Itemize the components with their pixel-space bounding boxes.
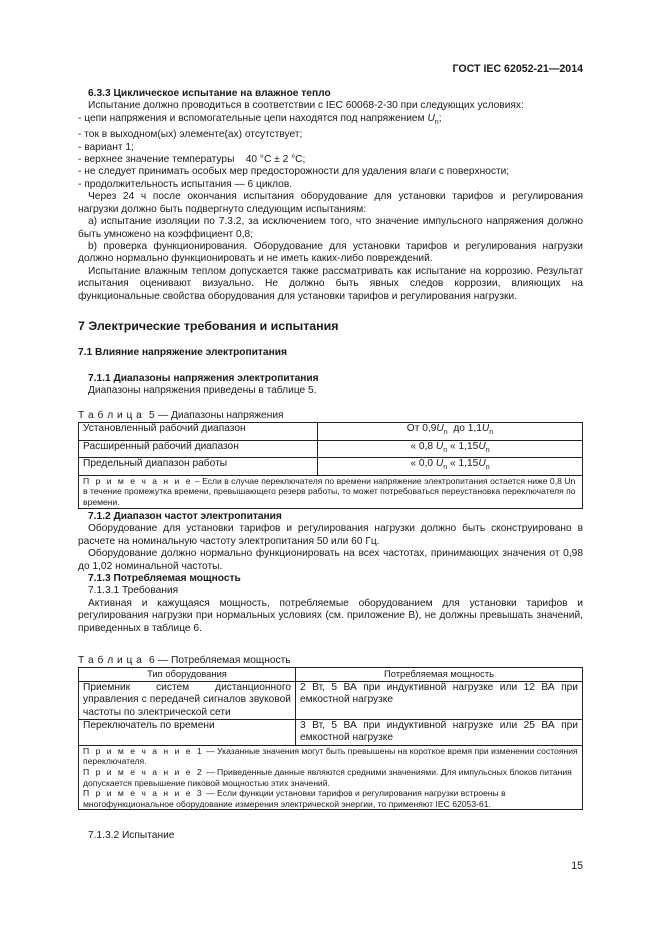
column-header: Тип оборудования (79, 668, 296, 681)
note-label: П р и м е ч а н и е (83, 475, 193, 486)
table-notes (79, 745, 583, 810)
variable-subscript: n (443, 464, 448, 472)
list-item-end: ; (438, 112, 442, 124)
variable-subscript: n (485, 446, 490, 454)
paragraph: Через 24 ч после окончания испытания оборудование для установки тарифов и регулирования нагрузки должно быть подвергнуто следующим испытаниям: (78, 191, 583, 215)
list-item: - верхнее значение температуры 40 °C ± 2 °C; (78, 154, 306, 166)
range-from: От 0,9 (406, 423, 437, 435)
column-header: Потребляемая мощность (296, 668, 583, 681)
range-value (318, 423, 583, 440)
paragraph: Активная и кажущаяся мощность, потребляемые оборудованием для установки тарифов и регулирования нагрузки при нормальных условиях (см. приложение В), не должны превышать значений, приведенных в таблице 6. (78, 597, 583, 634)
list-item-text: - цепи напряжения и вспомогательные цепи находятся под напряжением (78, 112, 428, 124)
range-name: Предельный диапазон работы (79, 458, 318, 475)
range-value (318, 458, 583, 475)
variable: U (435, 458, 444, 470)
range-to: « 1,15 (447, 458, 479, 470)
section-title: 7.1.2 Диапазон частот электропитания (88, 511, 282, 522)
note-text: — Указанные значения могут быть превышены на короткое время при изменении состояния переключателя. (83, 745, 578, 767)
list-item: - не следует принимать особых мер предосторожности для удаления влаги с поверхности; (78, 166, 510, 178)
section-title: 7.1.1 Диапазоны напряжения электропитания (88, 373, 319, 384)
paragraph: Диапазоны напряжения приведены в таблице 5. (88, 385, 317, 397)
note-text: — Если функции установки тарифов и регулирования нагрузки встроены в многофункциональное оборудование измерения электрической энергии, то применяют IEC 62053-61. (83, 788, 506, 809)
variable: U (478, 458, 486, 470)
table-row (79, 458, 583, 475)
range-from: « 0,0 (410, 458, 436, 470)
paragraph: Оборудование должно нормально функционировать на всех частотах, принимающих значения от 0,98 до 1,02 номинальной частоты. (78, 548, 583, 572)
table-caption-label: Т а б л и ц а 6 (78, 655, 156, 666)
variable-subscript: n (434, 118, 439, 126)
table-caption (78, 410, 583, 422)
range-name: Расширенный рабочий диапазон (79, 440, 318, 457)
table-caption-text: — Потребляемая мощность (155, 655, 291, 666)
voltage-ranges-table (78, 422, 583, 508)
section-title: 6.3.3 Циклическое испытание на влажное тепло (88, 88, 331, 99)
table-row (79, 423, 583, 440)
table-note (83, 767, 578, 788)
table-6 (78, 655, 583, 810)
range-to: « 1,15 (447, 440, 479, 452)
range-value (318, 440, 583, 457)
table-row (79, 440, 583, 457)
section-7-1-2 (78, 511, 583, 635)
table-5 (78, 410, 583, 509)
equipment-type: Переключатель по времени (79, 720, 296, 746)
list-item: - продолжительность испытания — 6 циклов. (78, 178, 293, 190)
table-row (79, 720, 583, 746)
variable-subscript: n (485, 464, 490, 472)
subsection-title: 7.1.3.1 Требования (88, 585, 179, 597)
power-value: 3 Вт, 5 ВА при индуктивной нагрузке или 25 ВА при емкостной нагрузке (296, 720, 583, 746)
variable-subscript: n (489, 429, 494, 437)
list-item (78, 113, 583, 129)
table-row (79, 681, 583, 719)
table-note (79, 475, 583, 508)
paragraph: Испытание влажным теплом допускается также рассматривать как испытание на коррозию. Результат испытания оценивают визуально. Не должно быть явных следов коррозии, влияющих на функциональные свойства оборудования для установки тарифов и регулирования нагрузки. (78, 265, 583, 302)
section-7-1 (78, 347, 583, 359)
variable: U (478, 440, 486, 452)
variable: U (427, 112, 435, 124)
range-name: Установленный рабочий диапазон (79, 423, 318, 440)
section-7-1-3-2 (78, 830, 583, 842)
note-label: П р и м е ч а н и е 2 (83, 767, 204, 778)
section-6-3-3 (78, 88, 583, 303)
section-7-1-1 (78, 373, 583, 398)
note-label: П р и м е ч а н и е 1 (83, 745, 204, 756)
standard-header: ГОСТ IEC 62052-21—2014 (452, 63, 583, 75)
power-value: 2 Вт, 5 ВА при индуктивной нагрузке или 12 ВА при емкостной нагрузке (296, 681, 583, 719)
table-header-row (79, 668, 583, 681)
table-caption (78, 655, 583, 667)
note-text: – Если в случае переключателя по времени напряжение электропитания остается ниже 0,8 Un в течение промежутка времени, превышающего резерв работы, то может потребоваться переустановка переключателя по времени. (83, 475, 576, 507)
paragraph: а) испытание изоляции по 7.3.2, за исключением того, что значение импульсного напряжения должно быть умножено на коэффициент 0,8; (78, 216, 583, 240)
variable: U (481, 423, 490, 435)
variable-subscript: n (443, 446, 448, 454)
section-title: 7.1 Влияние напряжение электропитания (78, 347, 287, 358)
section-7 (78, 320, 583, 332)
paragraph: Оборудование для установки тарифов и регулирования нагрузки должно быть сконструировано в расчете на номинальную частоту электропитания 50 или 60 Гц. (78, 523, 583, 547)
section-title: 7.1.3 Потребляемая мощность (88, 573, 241, 585)
section-title: 7 Электрические требования и испытания (78, 319, 339, 333)
range-from: « 0,8 (410, 440, 436, 452)
variable: U (435, 440, 444, 452)
equipment-type: Приемник систем дистанционного управления с передачей сигналов звуковой частоты по электрической сети (79, 681, 296, 719)
table-caption-text: — Диапазоны напряжения (155, 410, 284, 421)
range-to: до 1,1 (447, 423, 482, 435)
paragraph: b) проверка функционирования. Оборудование для установки тарифов и регулирования нагрузки должно нормально функционировать и не иметь каких-либо повреждений. (78, 240, 583, 265)
variable: U (436, 423, 444, 435)
table-note (83, 746, 578, 767)
paragraph: Испытание должно проводиться в соответствии с IEC 60068-2-30 при следующих условиях: (88, 100, 524, 112)
note-label: П р и м е ч а н и е 3 (83, 788, 204, 799)
page-number: 15 (571, 860, 583, 872)
list-item: - вариант 1; (78, 141, 134, 153)
table-caption-label: Т а б л и ц а 5 (78, 410, 156, 421)
power-consumption-table (78, 667, 583, 810)
note-text: — Приведенные данные являются средними значениями. Для импульсных блоков питания допускается превышение пиковой мощностью этих значений. (83, 767, 572, 788)
subsection-title: 7.1.3.2 Испытание (88, 830, 175, 841)
variable-subscript: n (443, 429, 448, 437)
table-notes-row (79, 745, 583, 810)
table-note-row (79, 475, 583, 508)
list-item: - ток в выходном(ых) элементе(ах) отсутствует; (78, 129, 303, 141)
table-note (83, 788, 578, 809)
